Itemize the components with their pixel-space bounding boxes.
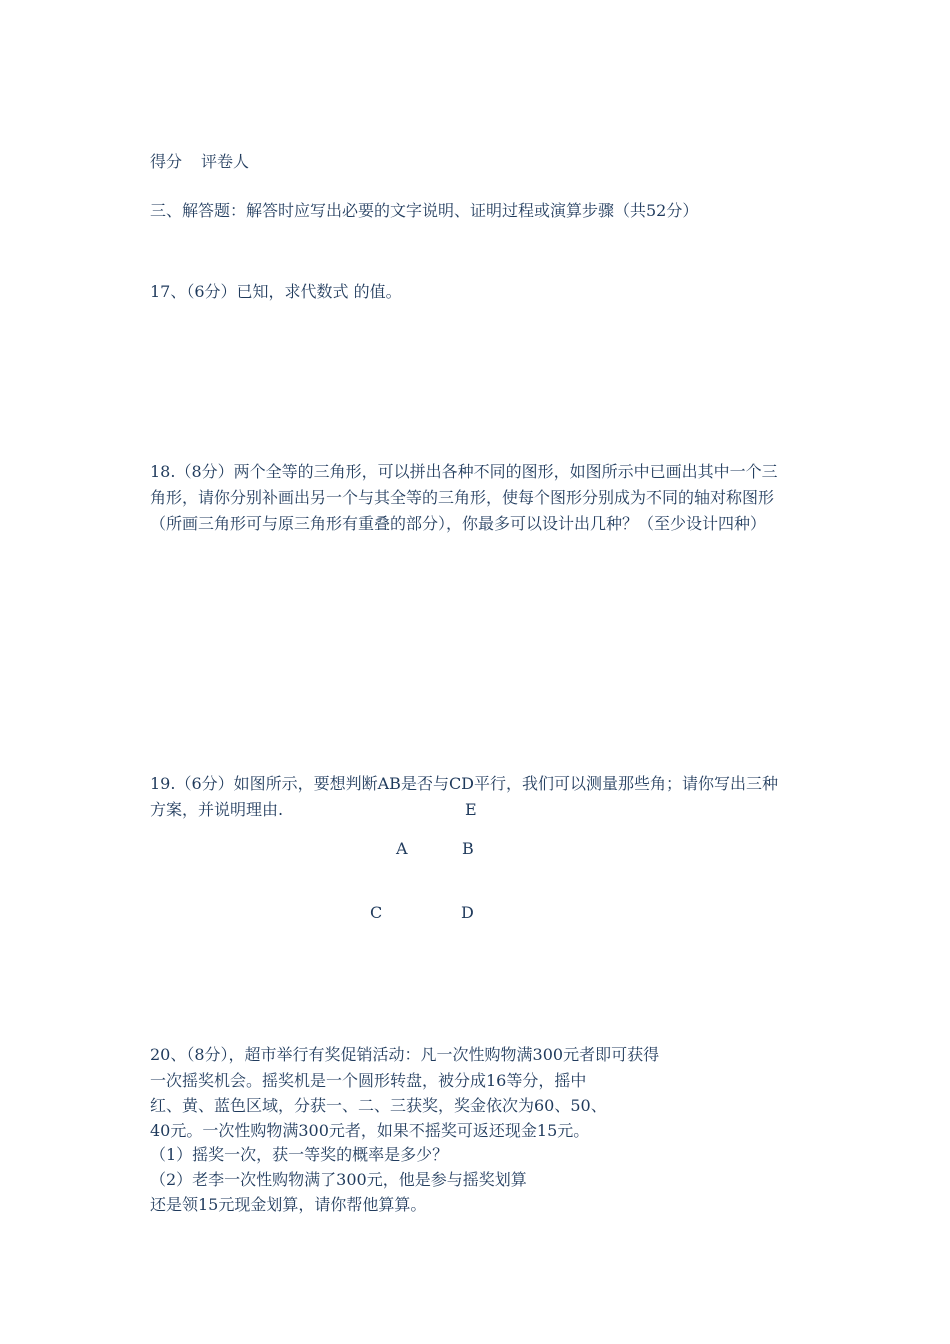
question-20-line-2: 一次摇奖机会。摇奖机是一个圆形转盘，被分成16等分，摇中 (150, 1071, 587, 1090)
point-label-a: A (396, 839, 408, 858)
point-label-d: D (461, 903, 474, 922)
point-label-b: B (462, 839, 474, 858)
question-20-part-2-cont: 还是领15元现金划算，请你帮他算算。 (150, 1195, 427, 1214)
question-20-part-2: （2）老李一次性购物满了300元，他是参与摇奖划算 (150, 1170, 527, 1189)
question-18-line-1: 18.（8分）两个全等的三角形，可以拼出各种不同的图形，如图所示中已画出其中一个三 (150, 462, 778, 481)
point-label-e: E (465, 800, 477, 819)
question-20-line-1: 20、（8分），超市举行有奖促销活动：凡一次性购物满300元者即可获得 (150, 1045, 660, 1064)
question-18-line-3: （所画三角形可与原三角形有重叠的部分），你最多可以设计出几种？（至少设计四种） (150, 514, 767, 533)
question-20-line-4: 40元。一次性购物满300元者，如果不摇奖可返还现金15元。 (150, 1121, 590, 1140)
question-20-line-3: 红、黄、蓝色区域，分获一、二、三获奖，奖金依次为60、50、 (150, 1096, 607, 1115)
question-18-line-2: 角形，请你分别补画出另一个与其全等的三角形，使每个图形分别成为不同的轴对称图形 (150, 488, 775, 507)
grader-label: 评卷人 (201, 152, 250, 171)
question-20-part-1: （1）摇奖一次，获一等奖的概率是多少？ (150, 1145, 449, 1164)
section-heading: 三、解答题：解答时应写出必要的文字说明、证明过程或演算步骤（共52分） (150, 201, 699, 220)
question-19-line-2: 方案，并说明理由. (150, 800, 284, 819)
question-19-line-1: 19.（6分）如图所示，要想判断AB是否与CD平行，我们可以测量那些角；请你写出三种 (150, 774, 779, 793)
score-label: 得分 (150, 152, 183, 171)
point-label-c: C (370, 903, 383, 922)
question-17: 17、（6分）已知，求代数式 的值。 (150, 282, 402, 301)
